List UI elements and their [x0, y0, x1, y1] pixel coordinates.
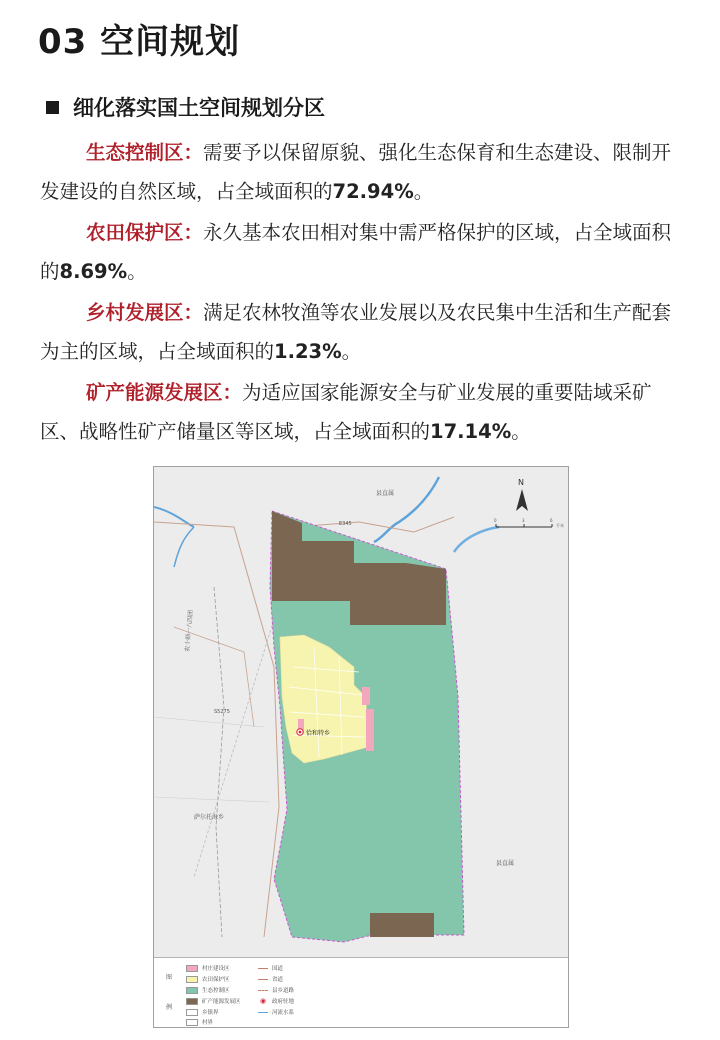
legend-label: 村界 — [202, 1020, 214, 1026]
zone-period: 。 — [413, 180, 434, 203]
place-label: E345 — [339, 521, 352, 527]
zone-description: 永久基本农田相对集中需严格保护的区域，占全域面积的 — [40, 221, 672, 283]
legend-label: 县乡道路 — [272, 988, 295, 994]
legend-item — [186, 1008, 219, 1016]
legend-line — [258, 979, 268, 980]
legend-item — [186, 964, 230, 972]
legend-label: 生态控制区 — [202, 988, 230, 994]
place-label: S5275 — [214, 709, 230, 715]
zone-period: 。 — [341, 340, 362, 363]
zone-description: 满足农林牧渔等农业发展以及农民集中生活和生产配套为主的区域，占全域面积的 — [40, 301, 672, 363]
legend-label: 农田保护区 — [202, 977, 230, 983]
legend-item — [186, 986, 230, 994]
scale-label: 3 — [522, 518, 525, 523]
legend-swatch — [186, 965, 198, 972]
legend-line — [258, 968, 268, 969]
legend-item — [258, 986, 294, 994]
legend-swatch — [186, 1009, 198, 1016]
legend-swatch — [186, 976, 198, 983]
zone-paragraph-farmland — [40, 213, 690, 291]
scale-label: 6 — [550, 518, 553, 523]
scale-label: 0 — [494, 518, 497, 523]
legend-line — [258, 990, 268, 991]
legend-label: 政府驻地 — [272, 999, 295, 1005]
place-label: 恰和特乡 — [306, 730, 331, 737]
legend-item — [258, 964, 283, 972]
legend-header: 例 — [166, 1004, 173, 1011]
zone-mining — [370, 913, 434, 937]
zone-paragraph-mining — [40, 373, 690, 451]
zone-term: 乡村发展区： — [86, 301, 204, 324]
zone-percent: 8.69% — [59, 260, 128, 283]
legend-swatch — [186, 998, 198, 1005]
legend-item — [258, 975, 283, 983]
zone-rural — [366, 709, 374, 751]
legend-item — [258, 997, 294, 1005]
legend-item — [186, 1018, 213, 1026]
zone-period: 。 — [511, 420, 531, 443]
legend-label: 国道 — [272, 966, 284, 972]
zone-term: 生态控制区： — [86, 141, 204, 164]
zone-paragraph-ecological — [40, 133, 690, 211]
legend-label: 乡镇界 — [202, 1010, 219, 1016]
square-bullet-icon — [46, 101, 59, 114]
section-heading — [46, 92, 325, 122]
zone-description: 需要予以保留原貌、强化生态保育和生态建设、限制开发建设的自然区域，占全域面积的 — [40, 141, 672, 203]
north-label: N — [518, 478, 524, 487]
legend-swatch — [186, 1019, 198, 1026]
zone-term: 矿产能源发展区： — [86, 381, 243, 404]
zone-paragraph-rural — [40, 293, 690, 371]
place-label: 萨尔托海乡 — [194, 814, 225, 821]
zone-percent: 1.23% — [274, 340, 342, 363]
place-label: 县直属 — [376, 490, 395, 497]
place-label: 县直属 — [496, 860, 515, 867]
zone-term: 农田保护区： — [86, 221, 204, 244]
legend-item — [186, 975, 230, 983]
zoning-map — [153, 466, 569, 1028]
map-legend — [154, 957, 568, 1028]
legend-swatch — [186, 987, 198, 994]
legend-label: 矿产能源发展区 — [202, 999, 241, 1005]
zone-percent: 17.14% — [430, 420, 512, 443]
legend-label: 村庄建设区 — [202, 966, 230, 972]
zone-rural — [362, 687, 370, 705]
zone-percent: 72.94% — [332, 180, 414, 203]
legend-line — [258, 1012, 268, 1013]
legend-header: 图 — [166, 974, 173, 981]
government-seat-icon: ◉ — [259, 997, 267, 1005]
page-title: 03 空间规划 — [38, 22, 241, 62]
zone-description: 为适应国家能源安全与矿业发展的重要陆域采矿区、战略性矿产储量区等区域，占全域面积的 — [40, 381, 652, 443]
legend-label: 省道 — [272, 977, 284, 983]
section-heading-text: 细化落实国土空间规划分区 — [73, 96, 325, 120]
scale-unit: 千米 — [556, 523, 564, 528]
zone-period: 。 — [127, 260, 147, 283]
legend-item — [186, 997, 241, 1005]
place-label: 农十师一八四团 — [184, 609, 195, 653]
zoning-map-canvas — [154, 467, 568, 957]
legend-label: 河流水系 — [272, 1010, 295, 1016]
government-seat-dot — [299, 731, 302, 734]
legend-item — [258, 1008, 294, 1016]
